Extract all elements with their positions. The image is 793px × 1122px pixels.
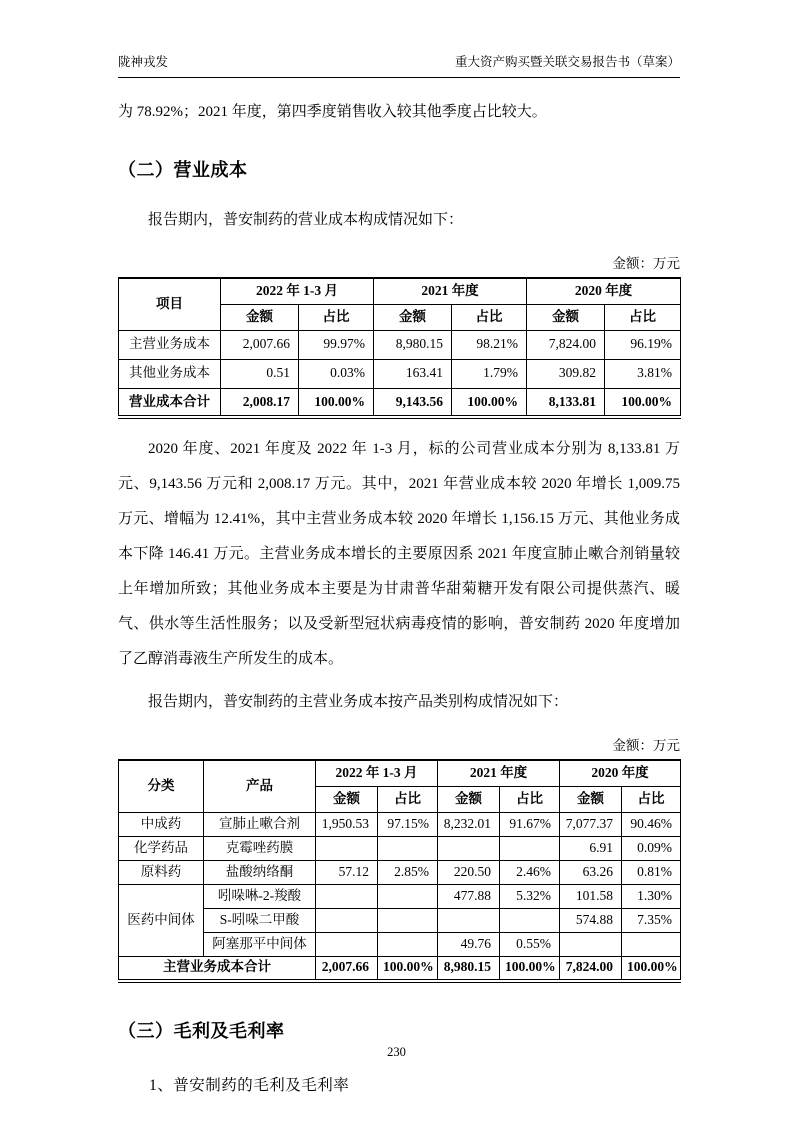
table-cell-value: 309.82 [527,359,605,388]
table-cell-value: 96.19% [605,330,681,359]
table-cell-value: 2,007.66 [221,330,299,359]
table-row [119,359,681,388]
table-cell-product: 克霉唑药膜 [204,837,316,861]
table-cell-value: 1.30% [622,885,681,909]
table-header-cell-ratio: 占比 [622,787,681,813]
table-cell-value [438,837,500,861]
table-cell-value: 5.32% [500,885,560,909]
table-cell-value: 0.55% [500,933,560,957]
subsection-heading-gross-profit: 1、普安制药的毛利及毛利率 [149,1076,350,1094]
table-cell-value: 57.12 [316,861,378,885]
table-header-cell-ratio: 占比 [452,304,527,330]
table-cell-product: 盐酸纳络酮 [204,861,316,885]
table-cell-value: 98.21% [452,330,527,359]
table-cell-value: 2.85% [378,861,438,885]
table-header-cell-ratio: 占比 [605,304,681,330]
table-header-cell-amount: 金额 [221,304,299,330]
table-cell-value: 100.00% [299,388,374,417]
table-cell-value [378,885,438,909]
table-cell-value: 99.97% [299,330,374,359]
operating-cost-table [118,277,681,419]
table-cell-value: 6.91 [560,837,622,861]
table-cell-value: 163.41 [374,359,452,388]
table-header-cell-amount: 金额 [374,304,452,330]
table-header-cell-period: 2021 年度 [438,760,560,786]
table-cell-value [560,933,622,957]
table-cell-product: S-吲哚二甲酸 [204,909,316,933]
table-row [119,909,681,933]
table-cell-value: 100.00% [500,957,560,981]
table-header-cell-ratio: 占比 [378,787,438,813]
table-cell-value [378,909,438,933]
table-header-cell-amount: 金额 [316,787,378,813]
table-cell-value: 90.46% [622,813,681,837]
unit-note-2: 金额：万元 [612,738,680,754]
table-cell-total-label: 主营业务成本合计 [119,957,316,981]
unit-note-1: 金额：万元 [612,256,680,271]
section-heading-operating-cost: （二）营业成本 [118,160,248,180]
table-header-cell-ratio: 占比 [500,787,560,813]
table-cell-value: 8,980.15 [374,330,452,359]
table-header-cell-period: 2020 年度 [527,278,681,304]
table-row [119,813,681,837]
table-cell-value: 1.79% [452,359,527,388]
table-header-cell-category: 分类 [119,760,204,812]
table-cell-product: 宣肺止嗽合剂 [204,813,316,837]
table-cell-value [316,909,378,933]
analysis-paragraph: 2020 年度、2021 年度及 2022 年 1-3 月，标的公司营业成本分别为 8,133.81 万元、9,143.56 万元和 2,008.17 万元。其中，2021 年营业成本较 2020 年增长 1,009.75 万元、增幅为 12.41%，其中主营业务成本较 2020 年增长 1,156.15 万元、其他业务成本下降 146.41 万元。主营业务成本增长的主要原因系 2021 年度宣肺止嗽合剂销量较上年增加所致；其他业务成本主要是为甘肃普华甜菊糖开发有限公司提供蒸汽、暖气、供水等生活性服务；以及受新型冠状病毒疫情的影响，普安制药 2020 年度增加了乙醇消毒液生产所发生的成本。 [118,441,680,668]
table-cell-value: 2.46% [500,861,560,885]
table-cell-value: 1,950.53 [316,813,378,837]
table-header-cell-product: 产品 [204,760,316,812]
product-cost-table [118,759,681,982]
table-cell-value [500,909,560,933]
table-header-cell-amount: 金额 [560,787,622,813]
table-cell-value: 49.76 [438,933,500,957]
table-cell-value [378,933,438,957]
table-cell-value: 63.26 [560,861,622,885]
table-cell-value [438,909,500,933]
lead-paragraph-cost-composition: 报告期内，普安制药的营业成本构成情况如下： [148,212,464,228]
table-cell-value: 0.09% [622,837,681,861]
table-header-row [119,278,681,304]
header-company-name: 陇神戎发 [118,55,169,69]
table-cell-value: 7,824.00 [527,330,605,359]
table-cell-value: 2,008.17 [221,388,299,417]
table-cell-product: 阿塞那平中间体 [204,933,316,957]
table-header-cell-period: 2020 年度 [560,760,681,786]
table-cell-value: 7,077.37 [560,813,622,837]
lead-paragraph-product-composition: 报告期内，普安制药的主营业务成本按产品类别构成情况如下： [148,694,569,711]
table-cell-category: 化学药品 [119,837,204,861]
table-cell-value [316,933,378,957]
table-cell-total-label: 营业成本合计 [119,388,221,417]
table-cell-value: 220.50 [438,861,500,885]
table-cell-category: 中成药 [119,813,204,837]
table-cell-value [378,837,438,861]
table-cell-value: 100.00% [605,388,681,417]
table-cell-value [316,885,378,909]
table-cell-value: 100.00% [452,388,527,417]
table-header-row [119,760,681,786]
table-cell-value: 100.00% [622,957,681,981]
table-cell-value [316,837,378,861]
table-cell-value: 8,980.15 [438,957,500,981]
table-header-cell-period: 2022 年 1-3 月 [316,760,438,786]
table-cell-label: 其他业务成本 [119,359,221,388]
table-cell-value: 3.81% [605,359,681,388]
table-cell-value: 574.88 [560,909,622,933]
table-cell-product: 吲哚啉-2-羧酸 [204,885,316,909]
table-header-cell-period: 2021 年度 [374,278,527,304]
table-cell-label: 主营业务成本 [119,330,221,359]
page-header [118,52,680,78]
table-row [119,885,681,909]
table-cell-value [500,837,560,861]
table-row [119,330,681,359]
table-header-cell-amount: 金额 [527,304,605,330]
table-total-row [119,388,681,417]
table-header-cell-ratio: 占比 [299,304,374,330]
table-cell-value: 97.15% [378,813,438,837]
table-cell-value: 8,232.01 [438,813,500,837]
table-cell-value: 101.58 [560,885,622,909]
table-cell-value: 7.35% [622,909,681,933]
section-heading-gross-profit: （三）毛利及毛利率 [118,1020,285,1041]
table-header-cell-amount: 金额 [438,787,500,813]
table-cell-value: 0.81% [622,861,681,885]
table-cell-value: 2,007.66 [316,957,378,981]
table-cell-value: 0.51 [221,359,299,388]
table-cell-value [622,933,681,957]
table-row [119,837,681,861]
table-cell-value: 9,143.56 [374,388,452,417]
table-row [119,933,681,957]
table-cell-value: 0.03% [299,359,374,388]
table-cell-value: 91.67% [500,813,560,837]
table-total-row [119,957,681,981]
continuation-paragraph: 为 78.92%；2021 年度，第四季度销售收入较其他季度占比较大。 [118,104,547,120]
table-cell-category: 原料药 [119,861,204,885]
page-number: 230 [387,1045,406,1059]
header-report-title: 重大资产购买暨关联交易报告书（草案） [454,55,680,69]
table-cell-value: 8,133.81 [527,388,605,417]
table-row [119,861,681,885]
table-cell-value: 477.88 [438,885,500,909]
table-header-cell-item: 项目 [119,278,221,330]
table-header-cell-period: 2022 年 1-3 月 [221,278,374,304]
table-cell-value: 100.00% [378,957,438,981]
table-cell-category: 医药中间体 [119,885,204,957]
table-cell-value: 7,824.00 [560,957,622,981]
